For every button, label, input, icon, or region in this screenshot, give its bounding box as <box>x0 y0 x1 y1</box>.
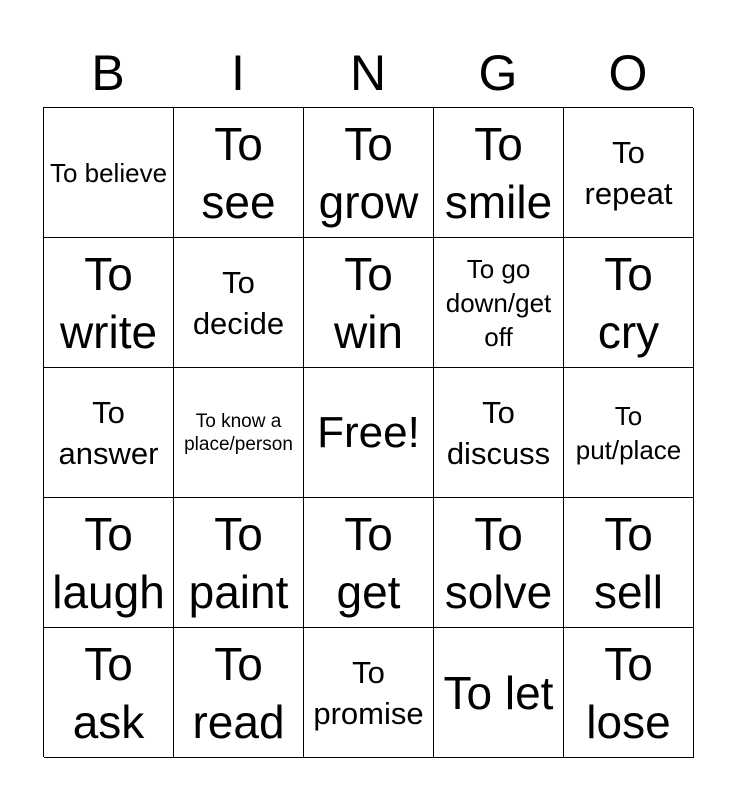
cell-text: To laugh <box>52 507 165 618</box>
bingo-cell[interactable] <box>434 108 564 238</box>
bingo-cell[interactable] <box>174 628 304 758</box>
cell-text: To believe <box>49 157 168 188</box>
bingo-cell[interactable] <box>44 368 174 498</box>
bingo-cell[interactable] <box>44 498 174 628</box>
header-letter-o: O <box>608 45 648 101</box>
free-space-cell[interactable] <box>304 368 434 498</box>
bingo-cell[interactable] <box>174 498 304 628</box>
cell-text: To discuss <box>446 394 551 471</box>
bingo-cell[interactable] <box>564 238 694 368</box>
bingo-cell[interactable] <box>304 108 434 238</box>
bingo-cell[interactable] <box>44 628 174 758</box>
bingo-cell[interactable] <box>304 628 434 758</box>
cell-text: To promise <box>313 654 424 731</box>
cell-text: To see <box>201 117 276 228</box>
cell-text: To paint <box>188 507 289 618</box>
cell-text: To repeat <box>584 134 673 211</box>
bingo-cell[interactable] <box>564 368 694 498</box>
bingo-cell[interactable] <box>304 238 434 368</box>
free-space-text: Free! <box>317 407 420 457</box>
bingo-cell[interactable] <box>434 628 564 758</box>
cell-text: To get <box>336 507 401 618</box>
cell-text: To put/place <box>575 400 682 465</box>
cell-text: To know a place/person <box>184 410 293 455</box>
header-letter-b: B <box>91 45 125 101</box>
bingo-board <box>43 107 693 757</box>
cell-text: To go down/get off <box>445 253 552 352</box>
cell-text: To read <box>192 637 285 748</box>
cell-text: To smile <box>444 117 553 228</box>
bingo-cell[interactable] <box>434 238 564 368</box>
cell-text: To solve <box>444 507 553 618</box>
cell-text: To let <box>443 666 554 719</box>
bingo-cell[interactable] <box>174 238 304 368</box>
cell-text: To sell <box>593 507 664 618</box>
cell-text: To lose <box>586 637 671 748</box>
bingo-cell[interactable] <box>564 108 694 238</box>
bingo-cell[interactable] <box>174 368 304 498</box>
cell-text: To ask <box>72 637 145 748</box>
header-letter-i: I <box>231 45 245 101</box>
header-letter-n: N <box>349 45 387 101</box>
header-letter-g: G <box>478 45 518 101</box>
bingo-cell[interactable] <box>434 368 564 498</box>
cell-text: To win <box>333 247 404 358</box>
cell-text: To cry <box>597 247 660 358</box>
cell-text: To write <box>59 247 158 358</box>
cell-text: To grow <box>318 117 419 228</box>
bingo-cell[interactable] <box>44 108 174 238</box>
bingo-cell[interactable] <box>304 498 434 628</box>
cell-text: To decide <box>192 264 285 341</box>
bingo-cell[interactable] <box>174 108 304 238</box>
cell-text: To answer <box>58 394 159 471</box>
bingo-cell[interactable] <box>564 498 694 628</box>
bingo-cell[interactable] <box>564 628 694 758</box>
bingo-header <box>43 38 693 108</box>
bingo-cell[interactable] <box>44 238 174 368</box>
bingo-cell[interactable] <box>434 498 564 628</box>
